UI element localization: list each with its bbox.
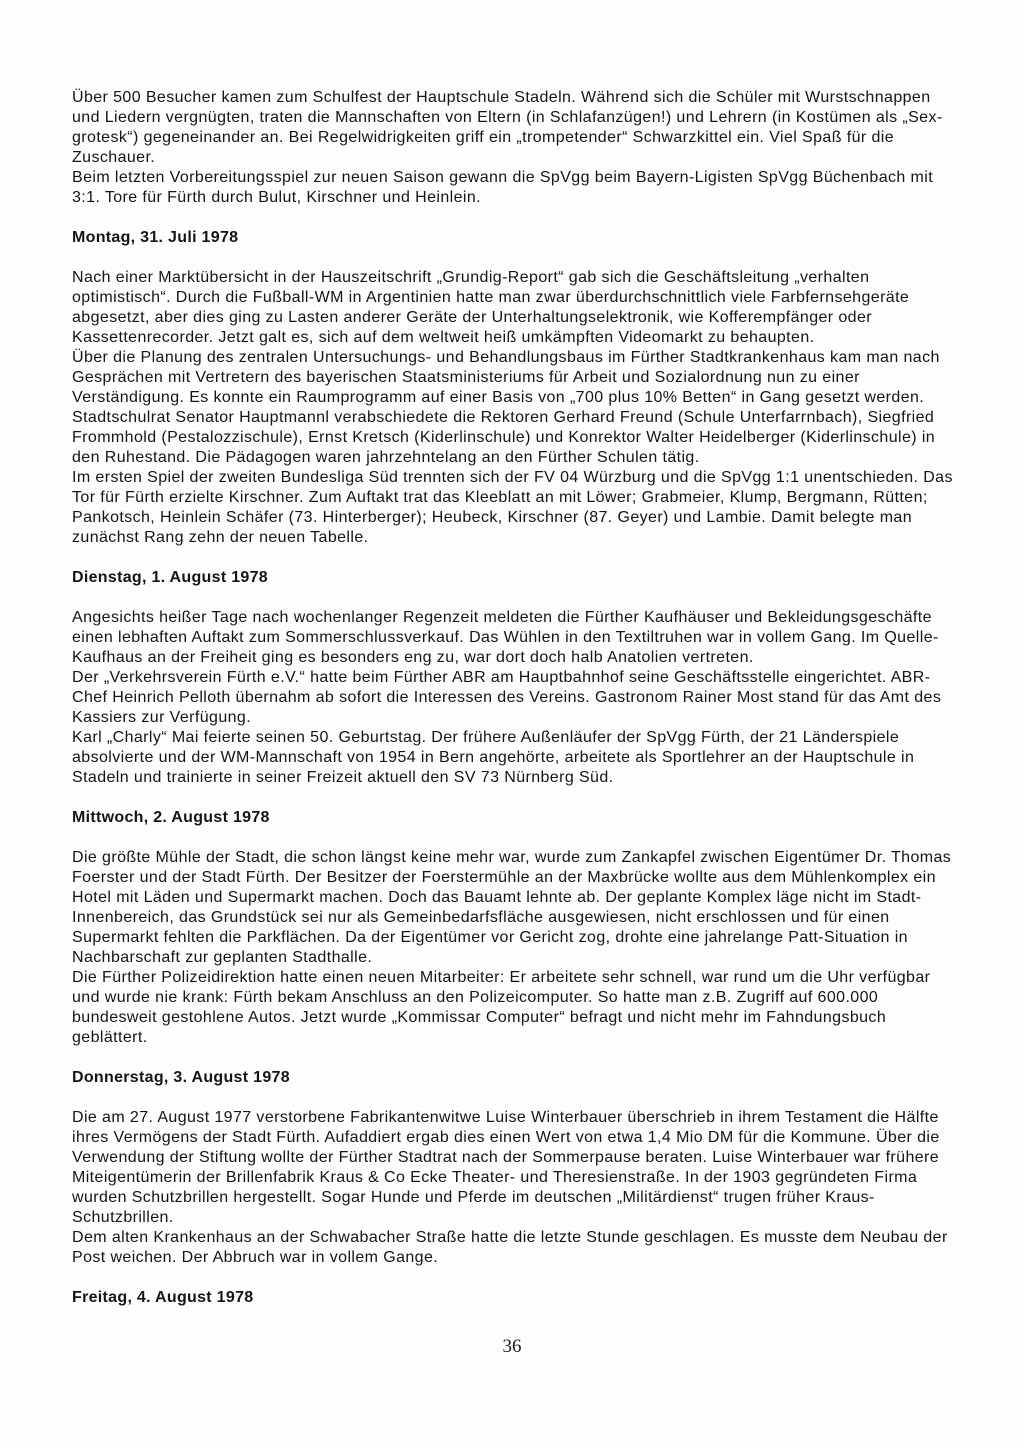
paragraph: Im ersten Spiel der zweiten Bundesliga Süd trennten sich der FV 04 Würzburg und die SpVgg 1:1 unentschieden. Das Tor für Fürth erzielte Kirschner. Zum Auftakt trat das Kleeblatt an mit Löwer; Grabmeier, Klump, Bergmann, Rütten; Pankotsch, Heinlein Schäfer (73. Hinterberger); Heubeck, Kirschner (87. Geyer) und Lambie. Damit belegte man zunächst Rang zehn der neuen Tabelle. — [72, 469, 953, 546]
paragraph: Über die Planung des zentralen Untersuchungs- und Behandlungsbaus im Fürther Stadtkrankenhaus kam man nach Gesprächen mit Vertretern des bayerischen Staatsministeriums für Arbeit und Sozialordnung nun zu einer Verständigung. Es konnte ein Raumprogramm auf einer Basis von „700 plus 10% Betten“ in Gang gesetzt werden. Stadtschulrat Senator Hauptmannl verabschiedete die Rektoren Gerhard Freund (Schule Unterfarrnbach), Siegfried Frommhold (Pestalozzischule), Ernst Kretsch (Kiderlinschule) und Konrektor Walter Heidelberger (Kiderlinschule) in den Ruhestand. Die Pädagogen waren jahrzehntelang an den Fürther Schulen tätig. — [72, 349, 940, 466]
section-heading-wednesday: Mittwoch, 2. August 1978 — [72, 809, 270, 826]
section-thursday — [72, 1108, 954, 1268]
paragraph: Karl „Charly“ Mai feierte seinen 50. Geburtstag. Der frühere Außenläufer der SpVgg Fürth, der 21 Länderspiele absolvierte und der WM-Mannschaft von 1954 in Bern angehörte, arbeitete als Sportlehrer an der Hauptschule in Stadeln und trainierte in seiner Freizeit aktuell den SV 73 Nürnberg Süd. — [72, 729, 915, 786]
paragraph: Dem alten Krankenhaus an der Schwabacher Straße hatte die letzte Stunde geschlagen. Es musste dem Neubau der Post weichen. Der Abbruch war in vollem Gange. — [72, 1229, 948, 1266]
paragraph: Angesichts heißer Tage nach wochenlanger Regenzeit meldeten die Fürther Kaufhäuser und Bekleidungsgeschäfte einen lebhaften Auftakt zum Sommerschlussverkauf. Das Wühlen in den Textiltruhen war in vollem Gang. Im Quelle-Kaufhaus an der Freiheit ging es besonders eng zu, war dort doch halb Anatolien vertreten. — [72, 609, 939, 666]
paragraph: Die Fürther Polizeidirektion hatte einen neuen Mitarbeiter: Er arbeitete sehr schnell, war rund um die Uhr verfügbar und wurde nie krank: Fürth bekam Anschluss an den Polizeicomputer. So hatte man z.B. Zugriff auf 600.000 bundesweit gestohlene Autos. Jetzt wurde „Kommissar Computer“ befragt und nicht mehr im Fahndungsbuch geblättert. — [72, 969, 931, 1046]
section-monday — [72, 268, 954, 548]
paragraph: Der „Verkehrsverein Fürth e.V.“ hatte beim Fürther ABR am Hauptbahnhof seine Geschäftsstelle eingerichtet. ABR-Chef Heinrich Pelloth übernahm ab sofort die Interessen des Vereins. Gastronom Rainer Most stand für das Amt des Kassiers zur Verfügung. — [72, 669, 942, 726]
document-body — [72, 88, 954, 1328]
section-heading-thursday: Donnerstag, 3. August 1978 — [72, 1069, 290, 1086]
paragraph: Die am 27. August 1977 verstorbene Fabrikantenwitwe Luise Winterbauer überschrieb in ihrem Testament die Hälfte ihres Vermögens der Stadt Fürth. Aufaddiert ergab dies einen Wert von etwa 1,4 Mio DM für die Kommune. Über die Verwendung der Stiftung wollte der Fürther Stadtrat nach der Sommerpause beraten. Luise Winterbauer war frühere Miteigentümerin der Brillenfabrik Kraus & Co Ecke Theater- und Theresienstraße. In der 1903 gegründeten Firma wurden Schutzbrillen hergestellt. Sogar Hunde und Pferde im deutschen „Militärdienst“ trugen früher Kraus-Schutzbrillen. — [72, 1109, 940, 1226]
page-number: 36 — [502, 1336, 522, 1357]
section-wednesday — [72, 848, 954, 1048]
paragraph: Nach einer Marktübersicht in der Hauszeitschrift „Grundig-Report“ gab sich die Geschäftsleitung „verhalten optimistisch“. Durch die Fußball-WM in Argentinien hatte man zwar überdurchschnittlich viele Farbfernsehgeräte abgesetzt, aber dies ging zu Lasten anderer Geräte der Unterhaltungselektronik, wie Kofferempfänger oder Kassettenrecorder. Jetzt galt es, sich auf dem weltweit heiß umkämpften Videomarkt zu behaupten. — [72, 269, 910, 346]
section-heading-monday: Montag, 31. Juli 1978 — [72, 229, 239, 246]
paragraph: Beim letzten Vorbereitungsspiel zur neuen Saison gewann die SpVgg beim Bayern-Ligisten SpVgg Büchenbach mit 3:1. Tore für Fürth durch Bulut, Kirschner und Heinlein. — [72, 169, 934, 206]
section-heading-tuesday: Dienstag, 1. August 1978 — [72, 569, 268, 586]
paragraph: Die größte Mühle der Stadt, die schon längst keine mehr war, wurde zum Zankapfel zwischen Eigentümer Dr. Thomas Foerster und der Stadt Fürth. Der Besitzer der Foerstermühle an der Maxbrücke wollte aus dem Mühlenkomplex ein Hotel mit Läden und Supermarkt machen. Doch das Bauamt lehnte ab. Der geplante Komplex läge nicht im Stadt-Innenbereich, das Grundstück sei nur als Gemeinbedarfsfläche ausgewiesen, nicht erschlossen und für einen Supermarkt fehlten die Parkflächen. Da der Eigentümer vor Gericht zog, drohte eine jahrelange Patt-Situation in Nachbarschaft zur geplanten Stadthalle. — [72, 849, 952, 966]
section-heading-friday: Freitag, 4. August 1978 — [72, 1289, 254, 1306]
paragraph: Über 500 Besucher kamen zum Schulfest der Hauptschule Stadeln. Während sich die Schüler mit Wurstschnappen und Liedern vergnügten, traten die Mannschaften von Eltern (in Schlafanzügen!) und Lehrern (in Kostümen als „Sex-grotesk“) gegeneinander an. Bei Regelwidrigkeiten griff ein „trompetender“ Schwarzkittel ein. Viel Spaß für die Zuschauer. — [72, 89, 943, 166]
section-tuesday — [72, 608, 954, 788]
section-intro — [72, 88, 954, 208]
